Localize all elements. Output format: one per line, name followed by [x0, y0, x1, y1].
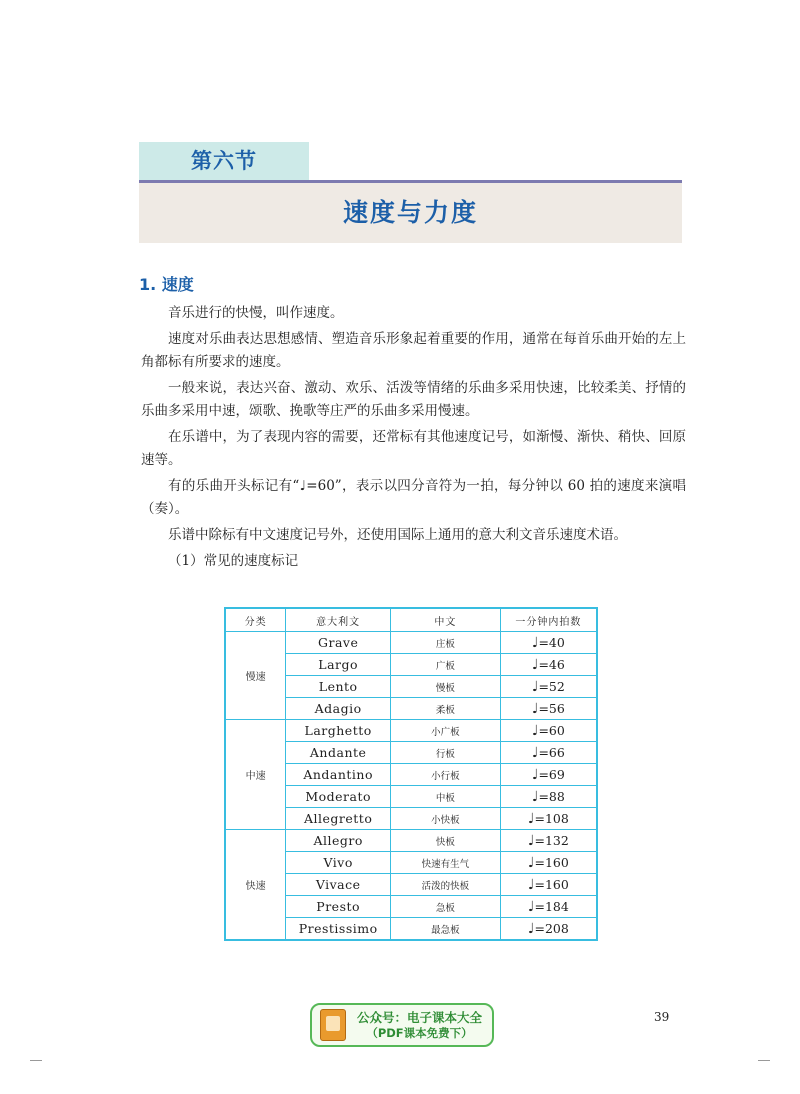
- italian-term-cell: Vivo: [286, 852, 391, 874]
- category-cell: 慢速: [225, 632, 286, 720]
- header-category: 分类: [225, 608, 286, 632]
- chinese-term-cell: 行板: [391, 742, 501, 764]
- quarter-note-icon: ♩: [531, 656, 539, 673]
- bpm-value: =40: [538, 634, 565, 650]
- chinese-term-cell: 急板: [391, 896, 501, 918]
- table-header-row: [225, 608, 597, 632]
- bpm-value: =69: [538, 766, 565, 782]
- bpm-cell: [500, 742, 597, 764]
- chinese-term-cell: 快速有生气: [391, 852, 501, 874]
- bpm-cell: [500, 830, 597, 852]
- paragraph: 音乐进行的快慢，叫作速度。: [168, 305, 344, 321]
- chinese-term-cell: 柔板: [391, 698, 501, 720]
- paragraph: 速度对乐曲表达思想感情、塑造音乐形象起着重要的作用，通常在每首乐曲开始的左上角都标有所要求的速度。: [141, 331, 686, 370]
- quarter-note-icon: ♩: [527, 876, 535, 893]
- bpm-value: =60: [538, 722, 565, 738]
- quarter-note-icon: ♩: [527, 810, 535, 827]
- chinese-term-cell: 小行板: [391, 764, 501, 786]
- bpm-value: =184: [534, 898, 569, 914]
- bpm-value: =208: [534, 920, 569, 936]
- italian-term-cell: Moderato: [286, 786, 391, 808]
- chinese-term-cell: 小广板: [391, 720, 501, 742]
- bpm-value: =160: [534, 876, 569, 892]
- bpm-cell: [500, 698, 597, 720]
- category-cell: 快速: [225, 830, 286, 941]
- bpm-cell: [500, 764, 597, 786]
- italian-term-cell: Vivace: [286, 874, 391, 896]
- quarter-note-icon: ♩: [531, 788, 539, 805]
- page-title: 速度与力度: [139, 183, 682, 243]
- chinese-term-cell: 活泼的快板: [391, 874, 501, 896]
- bpm-value: =66: [538, 744, 565, 760]
- watermark-badge: [310, 1003, 494, 1047]
- quarter-note-icon: ♩: [531, 700, 539, 717]
- quarter-note-icon: ♩: [531, 766, 539, 783]
- header-italian: 意大利文: [286, 608, 391, 632]
- italian-term-cell: Allegretto: [286, 808, 391, 830]
- table-row: [225, 720, 597, 742]
- bpm-cell: [500, 918, 597, 941]
- quarter-note-icon: ♩: [531, 722, 539, 739]
- quarter-note-icon: ♩: [531, 678, 539, 695]
- bpm-cell: [500, 720, 597, 742]
- bpm-value: =46: [538, 656, 565, 672]
- italian-term-cell: Adagio: [286, 698, 391, 720]
- bpm-value: =88: [538, 788, 565, 804]
- bpm-cell: [500, 874, 597, 896]
- quarter-note-icon: ♩: [531, 634, 539, 651]
- chinese-term-cell: 庄板: [391, 632, 501, 654]
- watermark-line-1: 公众号：电子课本大全: [356, 1010, 482, 1025]
- bpm-cell: [500, 896, 597, 918]
- italian-term-cell: Lento: [286, 676, 391, 698]
- italian-term-cell: Largo: [286, 654, 391, 676]
- quarter-note-icon: ♩: [531, 744, 539, 761]
- italian-term-cell: Prestissimo: [286, 918, 391, 941]
- paragraph: 乐谱中除标有中文速度记号外，还使用国际上通用的意大利文音乐速度术语。: [168, 527, 627, 543]
- header-chinese: 中文: [391, 608, 501, 632]
- italian-term-cell: Grave: [286, 632, 391, 654]
- bpm-value: =160: [534, 854, 569, 870]
- paragraph: 有的乐曲开头标记有“♩=60”，表示以四分音符为一拍，每分钟以 60 拍的速度来演唱（奏）。: [141, 478, 686, 517]
- header-bpm: 一分钟内拍数: [500, 608, 597, 632]
- table-caption: （1）常见的速度标记: [168, 553, 299, 569]
- chinese-term-cell: 最急板: [391, 918, 501, 941]
- italian-term-cell: Presto: [286, 896, 391, 918]
- paragraph: 在乐谱中，为了表现内容的需要，还常标有其他速度记号，如渐慢、渐快、稍快、回原速等。: [141, 429, 686, 468]
- quarter-note-icon: ♩: [527, 854, 535, 871]
- bpm-value: =52: [538, 678, 565, 694]
- italian-term-cell: Andantino: [286, 764, 391, 786]
- italian-term-cell: Andante: [286, 742, 391, 764]
- bpm-value: =108: [534, 810, 569, 826]
- bpm-value: =132: [534, 832, 569, 848]
- bpm-cell: [500, 654, 597, 676]
- crop-mark-right: [758, 1060, 770, 1061]
- tempo-marks-table: [224, 607, 598, 941]
- chinese-term-cell: 小快板: [391, 808, 501, 830]
- table-row: [225, 632, 597, 654]
- category-cell: 中速: [225, 720, 286, 830]
- quarter-note-icon: ♩: [527, 920, 535, 937]
- quarter-note-icon: ♩: [527, 898, 535, 915]
- table-row: [225, 830, 597, 852]
- tempo-table-body: [225, 632, 597, 941]
- bpm-value: =56: [538, 700, 565, 716]
- bpm-cell: [500, 786, 597, 808]
- chinese-term-cell: 中板: [391, 786, 501, 808]
- book-logo-icon: [320, 1009, 346, 1041]
- quarter-note-icon: ♩: [527, 832, 535, 849]
- section-label: 第六节: [139, 142, 309, 180]
- bpm-cell: [500, 632, 597, 654]
- body-text: [141, 302, 686, 576]
- chinese-term-cell: 快板: [391, 830, 501, 852]
- chinese-term-cell: 慢板: [391, 676, 501, 698]
- italian-term-cell: Larghetto: [286, 720, 391, 742]
- bpm-cell: [500, 808, 597, 830]
- paragraph: 一般来说，表达兴奋、激动、欢乐、活泼等情绪的乐曲多采用快速，比较柔美、抒情的乐曲多采用中速，颂歌、挽歌等庄严的乐曲多采用慢速。: [141, 380, 686, 419]
- watermark-line-2: （PDF课本免费下）: [366, 1026, 473, 1040]
- chinese-term-cell: 广板: [391, 654, 501, 676]
- italian-term-cell: Allegro: [286, 830, 391, 852]
- crop-mark-left: [30, 1060, 42, 1061]
- page-number: 39: [654, 1010, 670, 1024]
- bpm-cell: [500, 676, 597, 698]
- subsection-title: 1. 速度: [139, 275, 194, 294]
- bpm-cell: [500, 852, 597, 874]
